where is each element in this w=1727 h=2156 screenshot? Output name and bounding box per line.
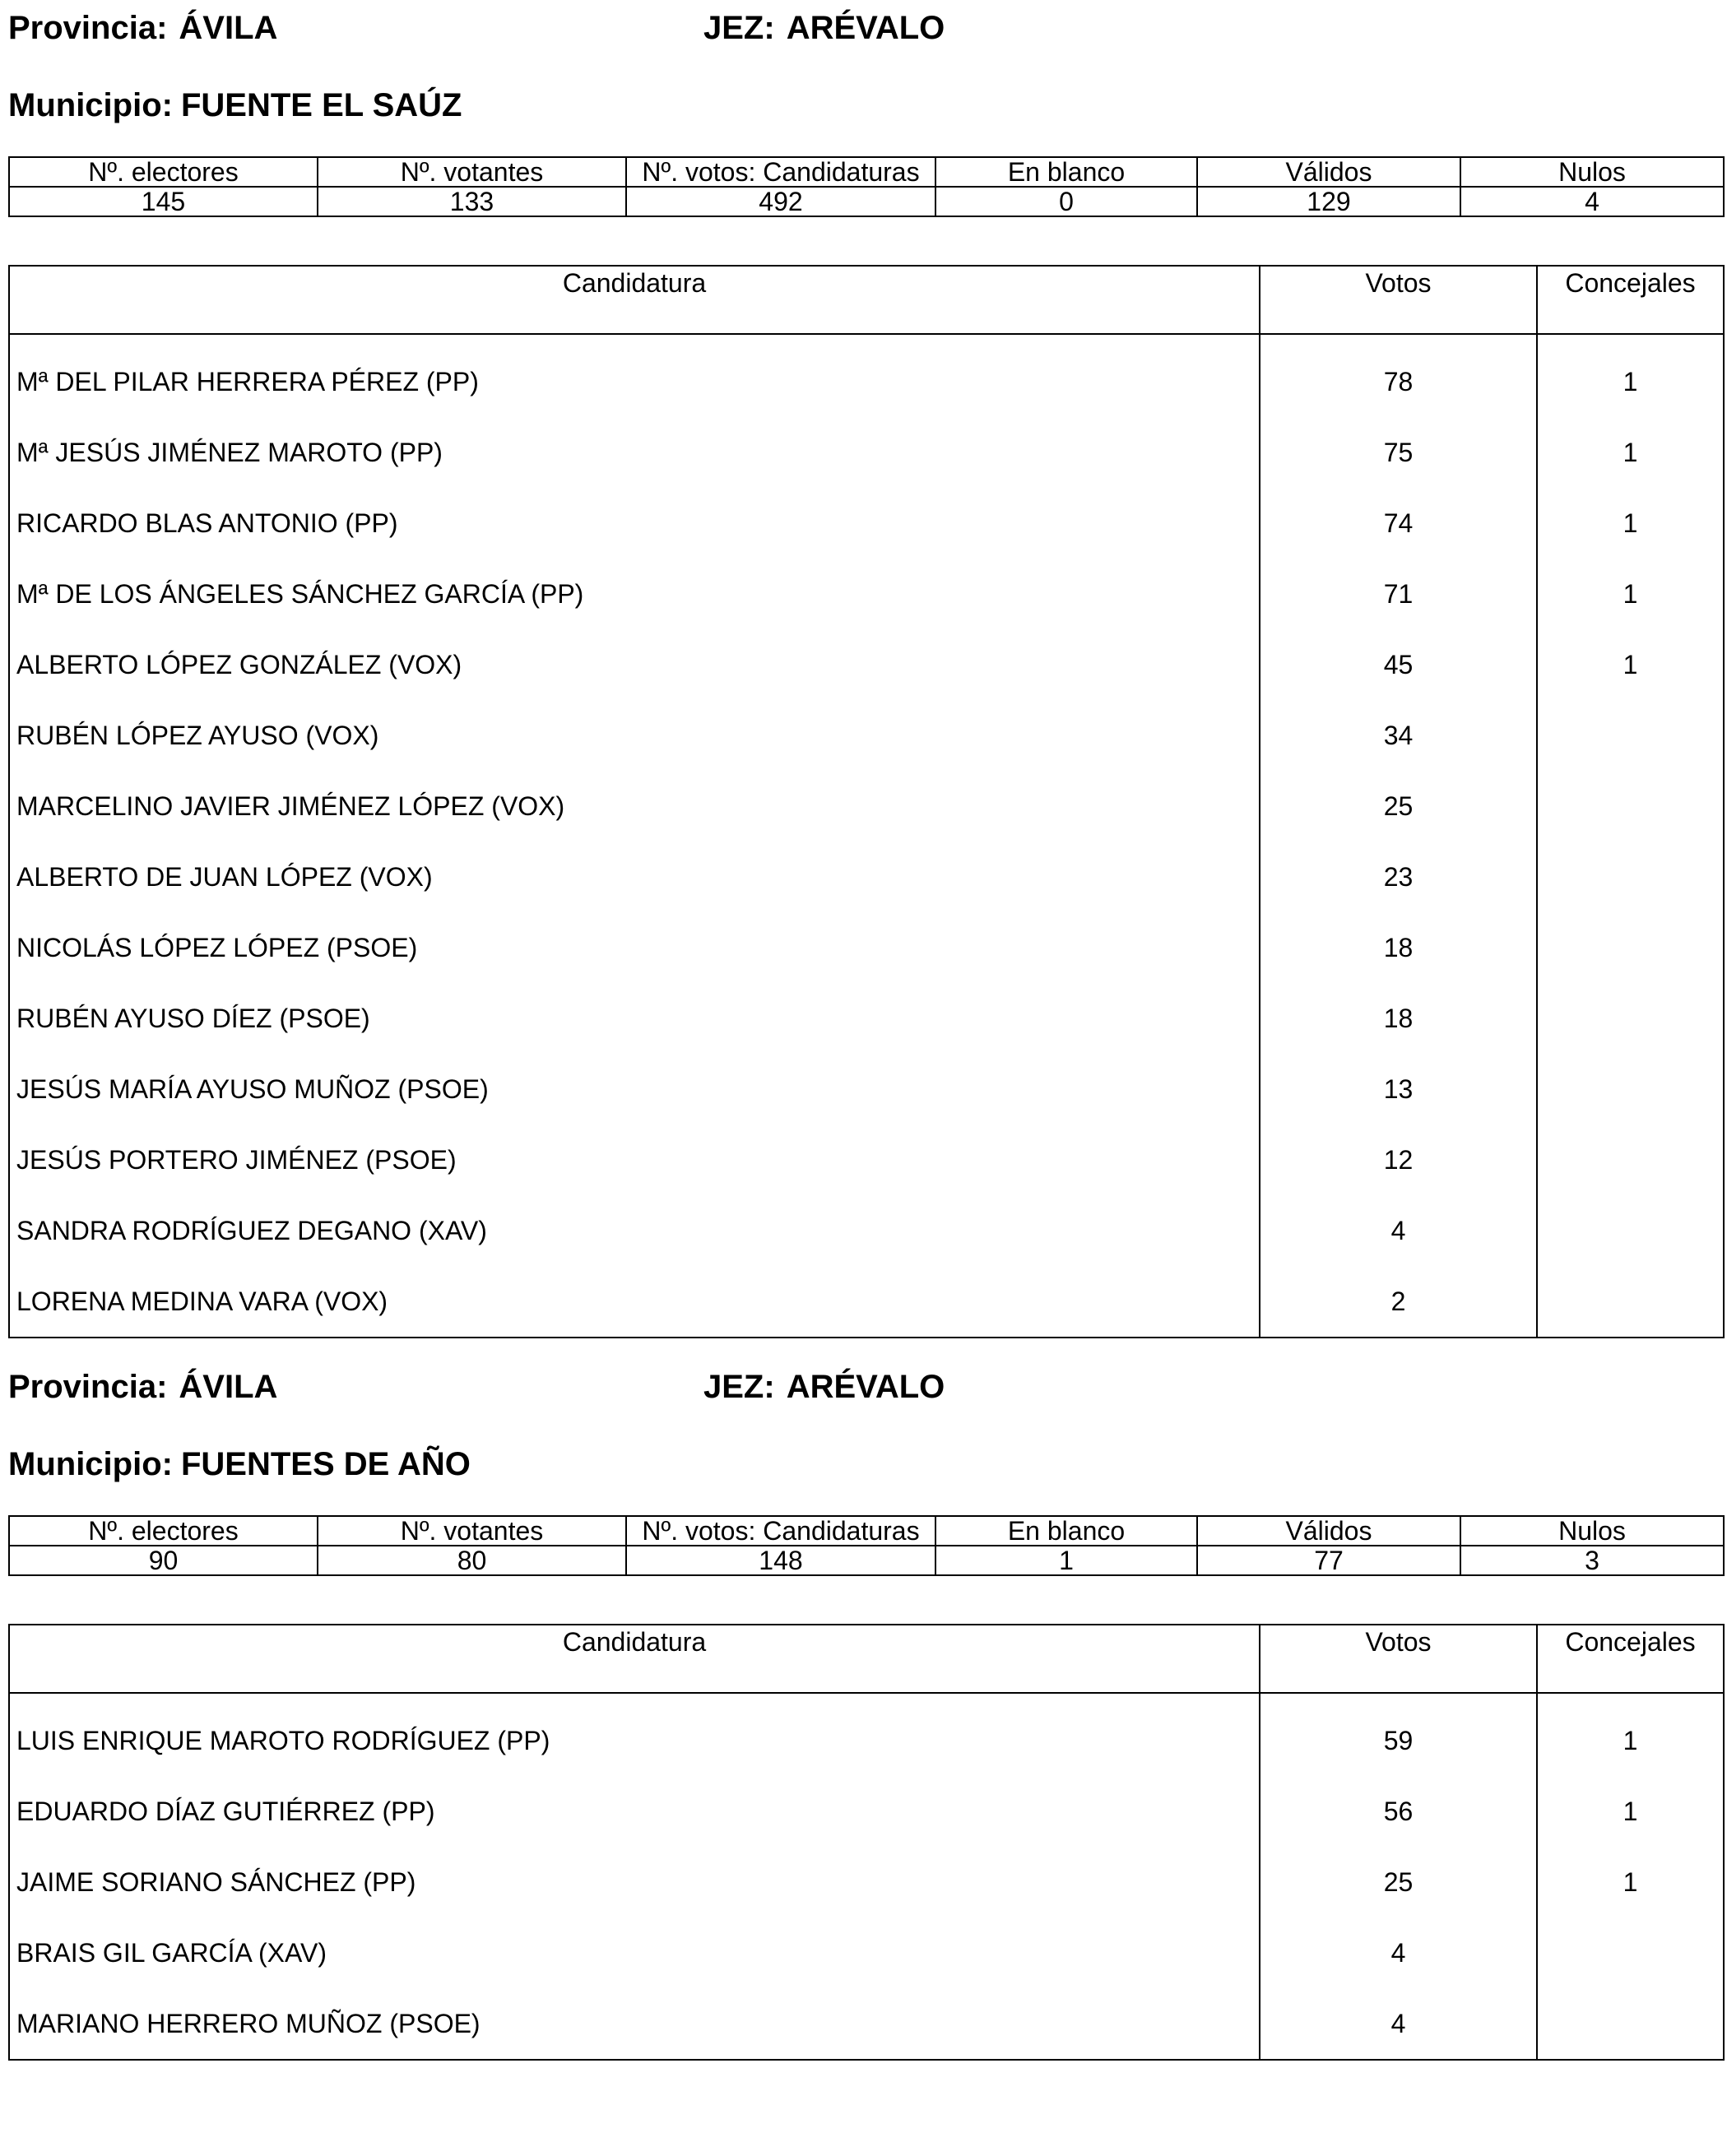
candidate-votes: 4: [1260, 1917, 1537, 1988]
candidate-votes: 18: [1260, 983, 1537, 1054]
candidate-name: EDUARDO DÍAZ GUTIÉRREZ (PP): [9, 1776, 1260, 1847]
candidate-seats: 1: [1623, 1725, 1638, 1755]
jez-value: ARÉVALO: [786, 1369, 945, 1405]
jez-value: ARÉVALO: [786, 10, 945, 46]
candidate-name: BRAIS GIL GARCÍA (XAV): [9, 1917, 1260, 1988]
table-row: [9, 334, 1724, 417]
col-candidatura: Candidatura: [9, 1625, 1260, 1693]
value-votantes: 133: [318, 187, 626, 216]
value-votos-candidaturas: 148: [626, 1546, 935, 1575]
value-electores: 90: [9, 1546, 318, 1575]
col-validos: Válidos: [1197, 1516, 1460, 1546]
value-electores: 145: [9, 187, 318, 216]
col-votantes: Nº. votantes: [318, 1516, 626, 1546]
value-votos-candidaturas: 492: [626, 187, 935, 216]
candidate-votes: 25: [1260, 1847, 1537, 1917]
provincia-line: [8, 1370, 277, 1403]
candidate-name: LUIS ENRIQUE MAROTO RODRÍGUEZ (PP): [9, 1693, 1260, 1776]
provincia-value: ÁVILA: [179, 10, 278, 46]
jez-line: [703, 12, 945, 44]
municipio-line: [8, 89, 462, 122]
col-en-blanco: En blanco: [935, 157, 1197, 187]
candidate-votes: 59: [1260, 1693, 1537, 1776]
municipality-section-1: [8, 0, 1723, 1324]
value-votantes: 80: [318, 1546, 626, 1575]
col-en-blanco: En blanco: [935, 1516, 1197, 1546]
value-nulos: 3: [1460, 1546, 1724, 1575]
summary-header-row: [9, 157, 1724, 187]
candidate-seats: [1537, 700, 1724, 771]
candidates-header-row: [9, 1625, 1724, 1693]
table-row: [9, 842, 1724, 912]
table-row: [9, 1124, 1724, 1195]
jez-line: [703, 1370, 945, 1403]
provincia-label: Provincia:: [8, 1369, 168, 1405]
candidate-votes: 4: [1260, 1195, 1537, 1266]
candidate-name: MARCELINO JAVIER JIMÉNEZ LÓPEZ (VOX): [9, 771, 1260, 842]
candidate-name: RUBÉN AYUSO DÍEZ (PSOE): [9, 983, 1260, 1054]
table-row: [9, 700, 1724, 771]
municipio-line: [8, 1448, 471, 1481]
table-row: [9, 1693, 1724, 1776]
table-row: [9, 1988, 1724, 2060]
table-row: [9, 488, 1724, 559]
candidate-name: JAIME SORIANO SÁNCHEZ (PP): [9, 1847, 1260, 1917]
candidate-seats: [1537, 1195, 1724, 1266]
summary-table: [8, 1515, 1725, 1576]
candidate-votes: 25: [1260, 771, 1537, 842]
candidate-seats: 1: [1623, 649, 1638, 679]
value-validos: 77: [1197, 1546, 1460, 1575]
candidate-seats: [1537, 1988, 1724, 2060]
candidate-votes: 56: [1260, 1776, 1537, 1847]
table-row: [9, 912, 1724, 983]
table-row: [9, 1917, 1724, 1988]
value-en-blanco: 1: [935, 1546, 1197, 1575]
municipio-value: FUENTE EL SAÚZ: [180, 87, 462, 123]
candidate-name: MARIANO HERRERO MUÑOZ (PSOE): [9, 1988, 1260, 2060]
municipio-label: Municipio:: [8, 1446, 173, 1482]
col-candidatura: Candidatura: [9, 266, 1260, 334]
col-votos-candidaturas: Nº. votos: Candidaturas: [626, 157, 935, 187]
table-row: [9, 629, 1724, 700]
candidate-votes: 34: [1260, 700, 1537, 771]
municipio-label: Municipio:: [8, 87, 173, 123]
candidate-seats: 1: [1623, 437, 1638, 467]
candidate-votes: 78: [1260, 334, 1537, 417]
candidates-table: [8, 265, 1725, 1338]
value-nulos: 4: [1460, 187, 1724, 216]
col-concejales: Concejales: [1537, 1625, 1724, 1693]
candidate-name: ALBERTO LÓPEZ GONZÁLEZ (VOX): [9, 629, 1260, 700]
candidate-votes: 12: [1260, 1124, 1537, 1195]
candidate-votes: 23: [1260, 842, 1537, 912]
candidate-seats: [1537, 912, 1724, 983]
col-votantes: Nº. votantes: [318, 157, 626, 187]
value-validos: 129: [1197, 187, 1460, 216]
col-votos: Votos: [1260, 266, 1537, 334]
candidate-name: JESÚS MARÍA AYUSO MUÑOZ (PSOE): [9, 1054, 1260, 1124]
candidate-seats: 1: [1623, 508, 1638, 538]
candidate-seats: [1537, 771, 1724, 842]
col-votos: Votos: [1260, 1625, 1537, 1693]
summary-values-row: [9, 1546, 1724, 1575]
candidate-seats: [1537, 1124, 1724, 1195]
summary-header-row: [9, 1516, 1724, 1546]
table-row: [9, 1776, 1724, 1847]
provincia-value: ÁVILA: [179, 1369, 278, 1405]
candidate-seats: [1537, 1917, 1724, 1988]
candidate-name: LORENA MEDINA VARA (VOX): [9, 1266, 1260, 1338]
municipality-section-2: [8, 1359, 1723, 2132]
table-row: [9, 771, 1724, 842]
candidates-header-row: [9, 266, 1724, 334]
candidate-votes: 45: [1260, 629, 1537, 700]
col-concejales: Concejales: [1537, 266, 1724, 334]
candidate-name: NICOLÁS LÓPEZ LÓPEZ (PSOE): [9, 912, 1260, 983]
col-validos: Válidos: [1197, 157, 1460, 187]
table-row: [9, 1266, 1724, 1338]
table-row: [9, 983, 1724, 1054]
col-electores: Nº. electores: [9, 157, 318, 187]
candidate-votes: 74: [1260, 488, 1537, 559]
candidate-votes: 13: [1260, 1054, 1537, 1124]
candidate-seats: 1: [1623, 1866, 1638, 1897]
table-row: [9, 417, 1724, 488]
provincia-line: [8, 12, 277, 44]
candidate-seats: 1: [1623, 366, 1638, 396]
candidate-seats: [1537, 1054, 1724, 1124]
candidate-seats: 1: [1623, 578, 1638, 609]
candidate-votes: 18: [1260, 912, 1537, 983]
summary-values-row: [9, 187, 1724, 216]
candidate-name: ALBERTO DE JUAN LÓPEZ (VOX): [9, 842, 1260, 912]
table-row: [9, 1195, 1724, 1266]
candidate-name: RICARDO BLAS ANTONIO (PP): [9, 488, 1260, 559]
candidate-seats: [1537, 983, 1724, 1054]
table-row: [9, 1847, 1724, 1917]
candidate-name: Mª DEL PILAR HERRERA PÉREZ (PP): [9, 334, 1260, 417]
summary-table: [8, 156, 1725, 217]
table-row: [9, 1054, 1724, 1124]
candidate-seats: [1537, 1266, 1724, 1338]
municipio-value: FUENTES DE AÑO: [180, 1446, 471, 1482]
col-nulos: Nulos: [1460, 157, 1724, 187]
candidate-name: JESÚS PORTERO JIMÉNEZ (PSOE): [9, 1124, 1260, 1195]
provincia-label: Provincia:: [8, 10, 168, 46]
col-nulos: Nulos: [1460, 1516, 1724, 1546]
candidate-votes: 71: [1260, 559, 1537, 629]
candidates-table: [8, 1624, 1725, 2061]
candidate-name: RUBÉN LÓPEZ AYUSO (VOX): [9, 700, 1260, 771]
candidate-seats: [1537, 842, 1724, 912]
candidate-votes: 75: [1260, 417, 1537, 488]
jez-label: JEZ:: [703, 1369, 775, 1405]
value-en-blanco: 0: [935, 187, 1197, 216]
candidate-name: Mª JESÚS JIMÉNEZ MAROTO (PP): [9, 417, 1260, 488]
candidate-name: Mª DE LOS ÁNGELES SÁNCHEZ GARCÍA (PP): [9, 559, 1260, 629]
candidate-votes: 2: [1260, 1266, 1537, 1338]
candidate-name: SANDRA RODRÍGUEZ DEGANO (XAV): [9, 1195, 1260, 1266]
jez-label: JEZ:: [703, 10, 775, 46]
col-votos-candidaturas: Nº. votos: Candidaturas: [626, 1516, 935, 1546]
col-electores: Nº. electores: [9, 1516, 318, 1546]
candidate-votes: 4: [1260, 1988, 1537, 2060]
candidate-seats: 1: [1623, 1796, 1638, 1826]
table-row: [9, 559, 1724, 629]
